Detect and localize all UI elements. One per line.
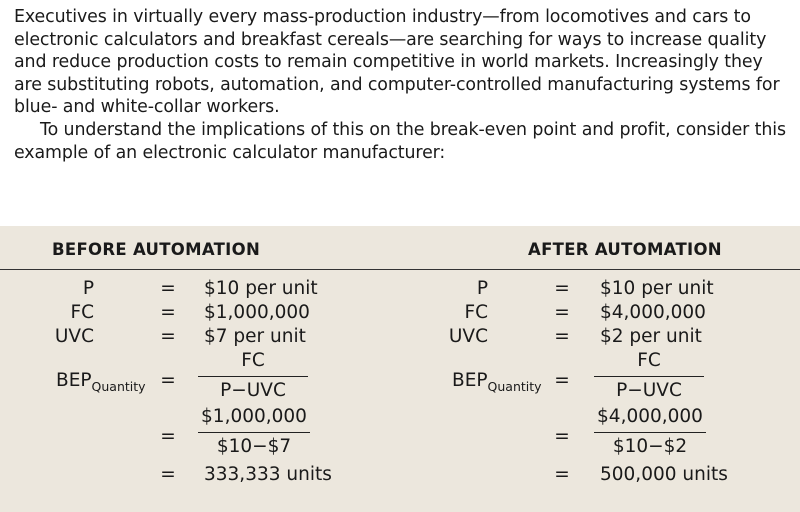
before-formula-fraction [198,350,308,402]
after-value-p: $10 per unit [600,278,714,299]
intro-paragraph-1: Executives in virtually every mass-production industry—from locomotives and cars to electronic calculators and breakfast cereals—are searching for ways to increase quality and reduce production costs to remain competitive in world markets. Increasingly they are substituting robots, automation, and computer-controlled manufacturing systems for blue- and white-collar workers. [14,7,780,118]
equals-sign: = [160,278,176,299]
calc-denominator: $10−$7 [216,436,292,457]
equals-sign: = [554,326,570,347]
calc-numerator: $4,000,000 [597,406,703,427]
bep-subscript: Quantity [91,379,146,394]
equals-sign: = [160,302,176,323]
example-panel [0,226,800,512]
before-bep-label [56,370,146,393]
after-label-uvc: UVC [448,326,488,347]
equals-sign: = [160,370,176,391]
after-calc-fraction [594,406,706,458]
bep-text: BEP [56,370,92,391]
calc-denominator: $10−$2 [612,436,688,457]
after-result: 500,000 units [600,464,728,485]
before-label-p: P [82,278,94,299]
before-value-fc: $1,000,000 [204,302,310,323]
calc-numerator: $1,000,000 [201,406,307,427]
after-heading: AFTER AUTOMATION [528,240,722,259]
before-calc-fraction [198,406,310,458]
intro-text [14,6,794,164]
equals-sign: = [554,426,570,447]
after-value-fc: $4,000,000 [600,302,706,323]
equals-sign: = [554,278,570,299]
bep-subscript: Quantity [487,379,542,394]
after-bep-label [452,370,542,393]
after-value-uvc: $2 per unit [600,326,702,347]
before-value-uvc: $7 per unit [204,326,306,347]
equals-sign: = [554,370,570,391]
equals-sign: = [160,326,176,347]
before-result: 333,333 units [204,464,332,485]
after-label-p: P [476,278,488,299]
after-formula-fraction [594,350,704,402]
equals-sign: = [554,464,570,485]
before-value-p: $10 per unit [204,278,318,299]
formula-denominator: P−UVC [616,380,682,401]
heading-divider [0,269,800,270]
formula-numerator: FC [241,350,265,371]
before-label-uvc: UVC [54,326,94,347]
equals-sign: = [160,464,176,485]
intro-paragraph-2: To understand the implications of this on the break-even point and profit, consider this example of an electronic calculator manufacturer: [14,119,786,163]
before-label-fc: FC [70,302,94,323]
bep-text: BEP [452,370,488,391]
equals-sign: = [160,426,176,447]
after-label-fc: FC [464,302,488,323]
before-heading: BEFORE AUTOMATION [52,240,261,259]
equals-sign: = [554,302,570,323]
formula-denominator: P−UVC [220,380,286,401]
formula-numerator: FC [637,350,661,371]
